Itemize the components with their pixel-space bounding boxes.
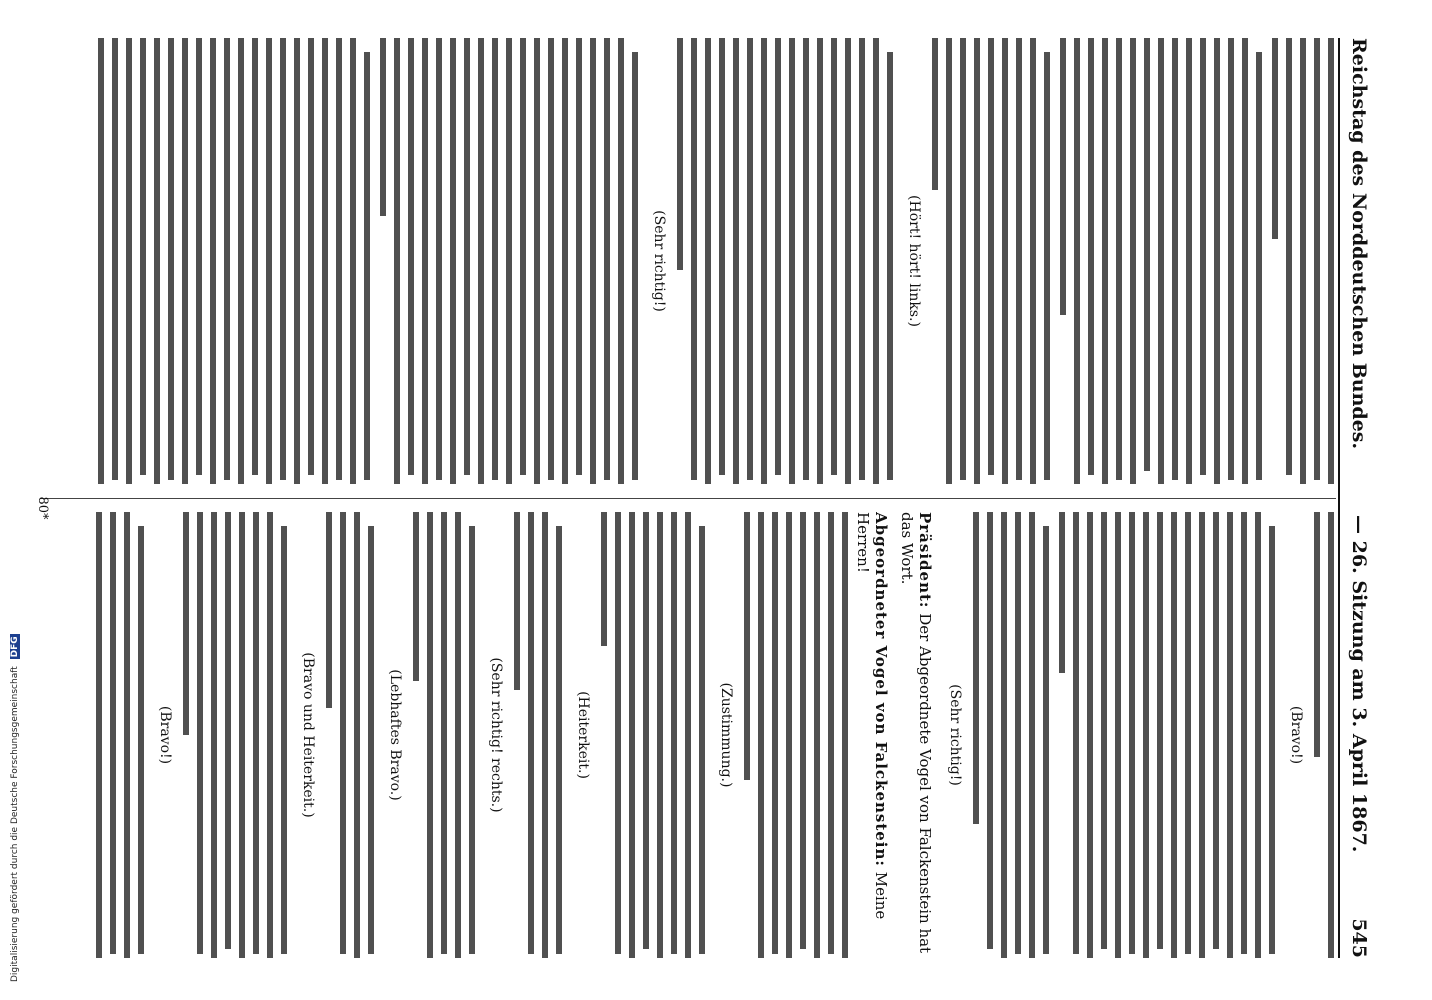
right-column [44,512,1334,958]
text-paragraph [601,512,705,958]
text-paragraph [514,512,562,958]
speaker-text: Meine Herren! [854,512,890,920]
text-paragraph [677,38,893,484]
speaker-label: Präsident: [916,512,934,609]
member-speech [854,512,890,958]
text-paragraph [380,38,638,484]
reaction-sehr-richtig: (Sehr richtig!) [651,210,667,312]
credit-text: Digitalisierung gefördert durch die Deutsche Forschungsgemeinschaft [10,666,20,982]
text-paragraph [744,512,848,958]
text-paragraph [973,512,1049,958]
header-title: Reichstag des Norddeutschen Bundes. [1348,38,1370,450]
left-column [44,38,1334,484]
reaction-heiterkeit: (Heiterkeit.) [575,691,591,779]
text-paragraph [413,512,475,958]
reaction-bravo-heiterkeit: (Bravo und Heiterkeit.) [300,652,316,818]
reaction-bravo: (Bravo!) [1288,705,1304,765]
president-speech [898,512,934,958]
text-paragraph [1314,512,1334,958]
reaction-hoert: (Hört! hört! links.) [906,195,922,327]
text-paragraph [98,38,370,484]
speaker-text: Der Abgeordnete Vogel von Falckenstein hat das Wort. [898,512,934,954]
text-paragraph [183,512,287,958]
reaction-sehr-richtig-rechts: (Sehr richtig! rechts.) [488,657,504,813]
dfg-logo: DFG [10,636,20,658]
running-header [1342,38,1376,958]
signature-ref: 80* [35,496,50,520]
text-paragraph [1059,512,1275,958]
reaction-zustimmung: (Zustimmung.) [718,682,734,788]
text-paragraph [1272,38,1334,484]
text-paragraph [96,512,144,958]
text-paragraph [1060,38,1262,484]
reaction-lebhaftes-bravo: (Lebhaftes Bravo.) [387,669,403,801]
text-paragraph [932,38,1050,484]
reaction-bravo: (Bravo!) [157,705,173,765]
digitization-credit [0,600,20,1000]
header-session: — 26. Sitzung am 3. April 1867. [1348,515,1370,853]
header-rule [1338,38,1340,958]
text-paragraph [326,512,374,958]
page-number: 545 [1348,918,1370,958]
reaction-sehr-richtig: (Sehr richtig!) [947,684,963,786]
speaker-label: Abgeordneter Vogel von Falckenstein: [872,512,890,867]
column-divider [40,498,1336,499]
